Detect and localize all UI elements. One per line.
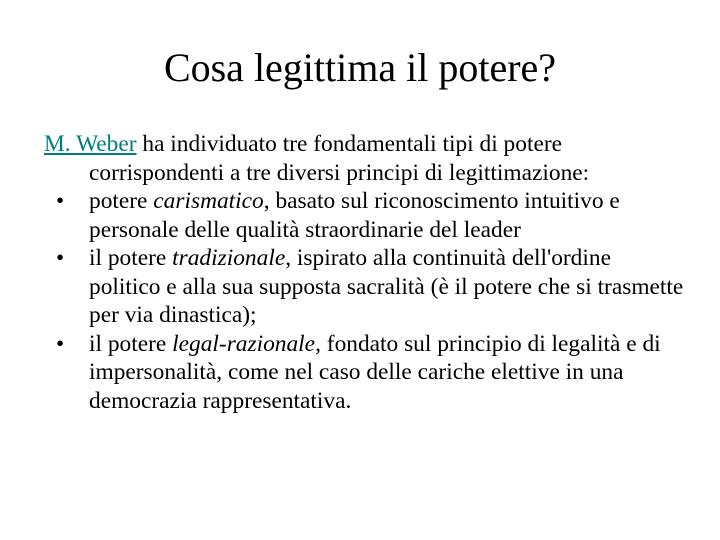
bullet-icon: • <box>56 330 65 357</box>
item-text-after: , basato sul riconoscimento intuitivo e personale delle qualità straordinarie del leader <box>89 188 620 243</box>
bullet-icon: • <box>56 188 65 214</box>
bullet-icon: • <box>56 245 65 271</box>
bullet-item-tradizionale <box>44 244 684 330</box>
slide-title: Cosa legittima il potere? <box>163 45 557 90</box>
item-text-before: il potere <box>89 330 173 357</box>
item-text-after: , fondato sul principio di legalità e di impersonalità, come nel caso delle cariche elettive in una democrazia rappresentativa. <box>89 330 661 414</box>
intro-paragraph <box>44 130 684 187</box>
item-emphasis: carismatico <box>153 188 264 214</box>
weber-link[interactable]: M. Weber <box>44 131 137 157</box>
item-text-before: il potere <box>89 245 173 271</box>
bullet-item-legal-razionale <box>44 330 684 416</box>
slide-body <box>44 130 684 415</box>
bullet-item-carismatico <box>44 187 684 244</box>
item-text-before: potere <box>89 188 154 214</box>
item-emphasis: legal-razionale <box>172 330 316 357</box>
intro-text: ha individuato tre fondamentali tipi di potere corrispondenti a tre diversi principi di legittimazione: <box>89 131 590 186</box>
item-emphasis: tradizionale <box>172 245 286 271</box>
item-text-after: , ispirato alla continuità dell'ordine politico e alla sua supposta sacralità (è il potere che si trasmette per via dinastica); <box>89 245 684 328</box>
